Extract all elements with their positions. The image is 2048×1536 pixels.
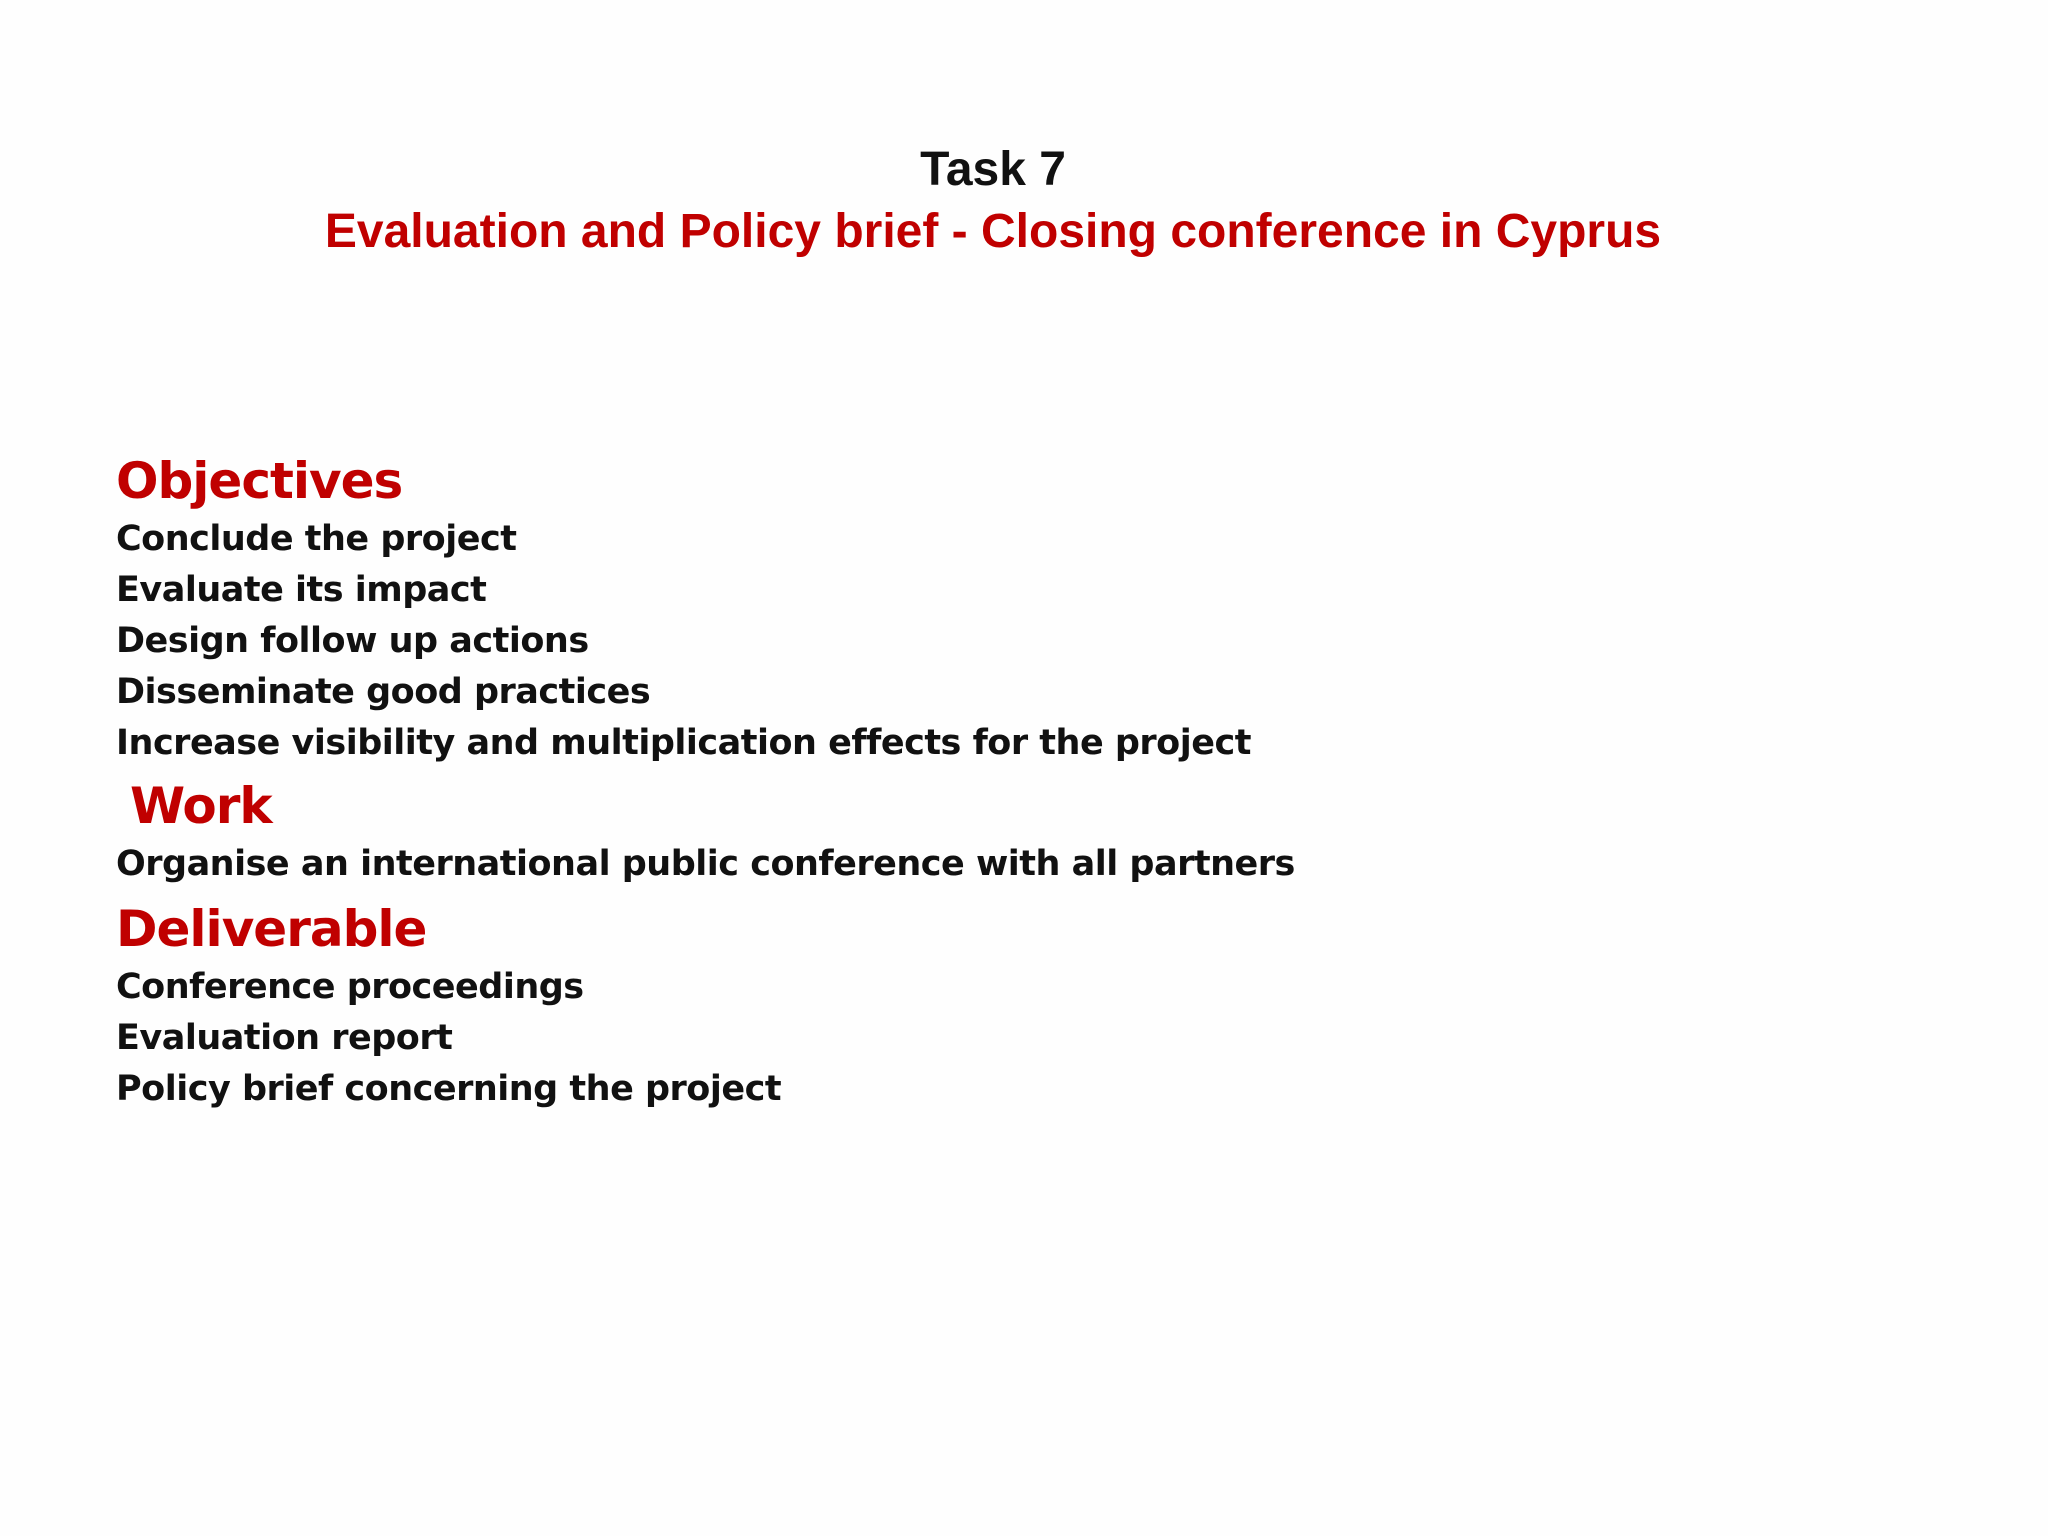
task-title: Evaluation and Policy brief - Closing conference in Cyprus [324, 205, 1662, 258]
objectives-heading: Objectives [116, 452, 403, 510]
work-section [116, 773, 1616, 890]
deliverable-item: Conference proceedings [116, 967, 584, 1007]
objective-item: Conclude the project [116, 519, 517, 559]
objectives-list [116, 514, 1616, 769]
deliverable-list [116, 962, 1616, 1115]
objective-item: Design follow up actions [116, 621, 589, 661]
objective-item: Evaluate its impact [116, 570, 487, 610]
task-content [116, 448, 1616, 1115]
deliverable-item: Evaluation report [116, 1018, 453, 1058]
work-list [116, 839, 1616, 890]
work-item: Organise an international public conference with all partners [116, 844, 1295, 884]
title-block [0, 140, 1986, 264]
task-number: Task 7 [920, 143, 1066, 196]
work-heading: Work [130, 777, 272, 835]
deliverable-item: Policy brief concerning the project [116, 1069, 782, 1109]
deliverable-section [116, 896, 1616, 1115]
objective-item: Increase visibility and multiplication effects for the project [116, 723, 1251, 763]
deliverable-heading: Deliverable [116, 900, 427, 958]
objectives-section [116, 448, 1616, 769]
objective-item: Disseminate good practices [116, 672, 651, 712]
